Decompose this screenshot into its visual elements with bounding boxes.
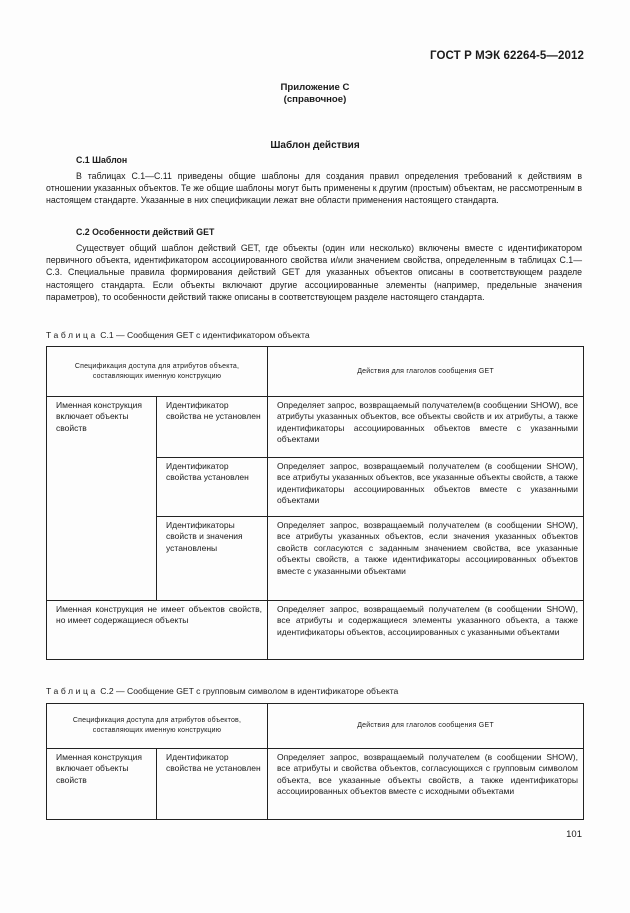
- condition-cell: Идентификатор свойства установлен: [157, 458, 268, 517]
- action-cell: Определяет запрос, возвращаемый получателем(в сообщении SHOW), все атрибуты указанных объектов, все объекты свойств и их атрибуты, а также идентификаторы ассоциированных объектов вместе с указанными объектами: [268, 397, 584, 458]
- table-row: [47, 601, 584, 660]
- table1-caption-prefix: Таблица: [46, 330, 98, 340]
- c2-paragraph: Существует общий шаблон действий GET, где объекты (один или несколько) включены вместе с идентификатором первичного объекта, идентификатором ассоциированного свойства и/или значением свойства, определенным в таблицах С.1—С.3. Специальные правила формирования действий GET для указанных объектов описаны в соответствующем разделе настоящего стандарта. Если объекты включают другие ассоциированные элементы (например, предельные значения параметров), то особенности действий также описаны в соответствующем разделе настоящего стандарта.: [46, 243, 582, 302]
- action-cell: Определяет запрос, возвращаемый получателем (в сообщении SHOW), все атрибуты указанных объектов, если значения указанных объектов свойств согласуются с заданным значением свойства, все указанные объекты свойств, а также идентификаторы ассоциированных объектов вместе с указанными объектами: [268, 517, 584, 601]
- table2-caption-text: С.2 — Сообщение GET с групповым символом в идентификаторе объекта: [100, 686, 399, 696]
- condition-cell: Идентификатор свойства не установлен: [157, 397, 268, 458]
- standard-header: ГОСТ Р МЭК 62264-5—2012: [430, 50, 584, 62]
- table2-caption: [46, 686, 398, 696]
- table2-caption-prefix: Таблица: [46, 686, 98, 696]
- condition-cell: Идентификаторы свойств и значения установлены: [157, 517, 268, 601]
- table-row: [47, 749, 584, 820]
- page-number: 101: [566, 829, 582, 840]
- table-c2: [46, 703, 584, 820]
- table-row: [47, 397, 584, 458]
- group-label: Именная конструкция включает объекты свойств: [47, 749, 157, 820]
- table-header-row: [47, 704, 584, 749]
- c1-paragraph: В таблицах С.1—С.11 приведены общие шаблоны для создания правил определения требований к действиям в отношении указанных объектов. Те же общие шаблоны могут быть применены к другим (простым) объектам, не рассмотренным в настоящем стандарте. Указанные в них спецификации лежат вне области применения настоящего стандарта.: [46, 171, 582, 206]
- table-c1: [46, 346, 584, 660]
- action-cell: Определяет запрос, возвращаемый получателем (в сообщении SHOW), все атрибуты и свойства объектов, согласующихся с групповым символом объекта, все указанные объекты свойств, а также идентификаторы ассоциированных объектов вместе с исходными объектами: [268, 749, 584, 820]
- section-title: Шаблон действия: [270, 140, 360, 151]
- annex-subtitle: (справочное): [283, 94, 347, 105]
- header-access-spec: Спецификация доступа для атрибутов объектов, составляющих именную конструкцию: [47, 704, 268, 749]
- header-access-spec: Спецификация доступа для атрибутов объекта, составляющих именную конструкцию: [47, 347, 268, 397]
- table1-caption: [46, 330, 310, 340]
- annex-title: Приложение С: [280, 82, 350, 93]
- action-cell: Определяет запрос, возвращаемый получателем (в сообщении SHOW), все атрибуты и содержащиеся элементы указанного объекта, а также идентификаторы объектов, ассоциированных с указанными объектами: [268, 601, 584, 660]
- c2-heading: С.2 Особенности действий GET: [76, 227, 215, 237]
- condition-cell: Идентификатор свойства не установлен: [157, 749, 268, 820]
- table1-caption-text: С.1 — Сообщения GET с идентификатором объекта: [100, 330, 310, 340]
- header-actions: Действия для глаголов сообщения GET: [268, 347, 584, 397]
- table-header-row: [47, 347, 584, 397]
- header-actions: Действия для глаголов сообщения GET: [268, 704, 584, 749]
- condition-cell: Именная конструкция не имеет объектов свойств, но имеет содержащиеся объекты: [47, 601, 268, 660]
- group-label: Именная конструкция включает объекты свойств: [47, 397, 157, 601]
- annex-heading: [0, 82, 630, 106]
- action-cell: Определяет запрос, возвращаемый получателем (в сообщении SHOW), все атрибуты указанных объектов, все указанные объекты свойств, а также идентификаторы ассоциированных объектов вместе с указанными объектами: [268, 458, 584, 517]
- c1-heading: С.1 Шаблон: [76, 155, 128, 165]
